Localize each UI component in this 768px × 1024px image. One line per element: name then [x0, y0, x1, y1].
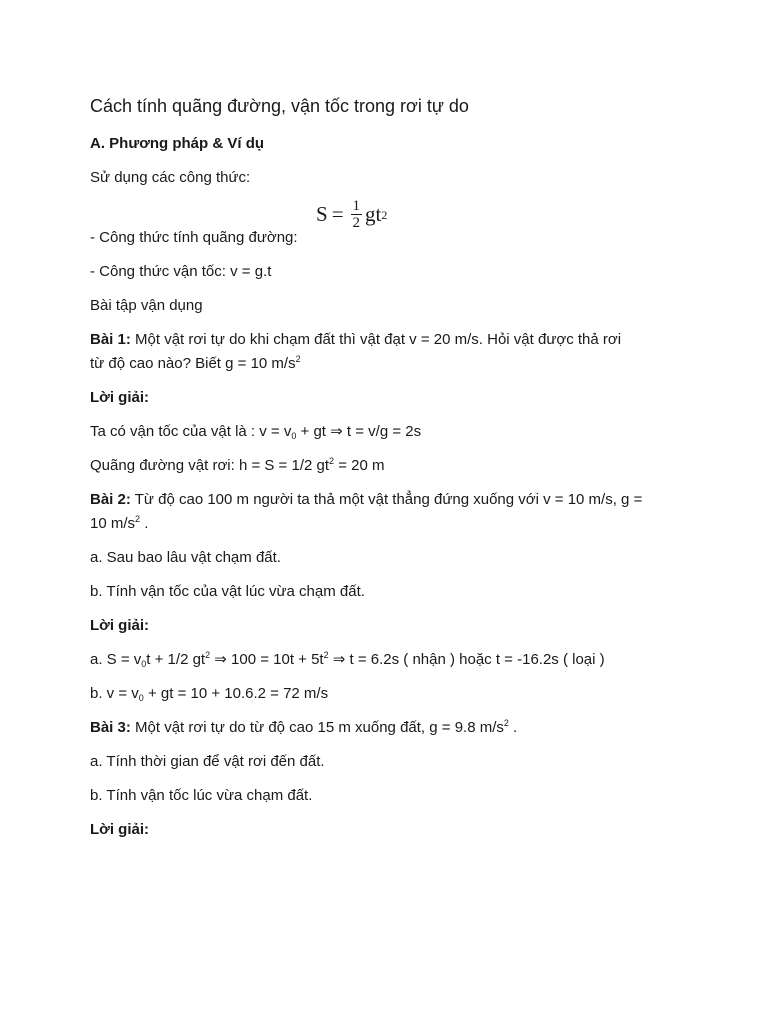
- solution-label-3: Lời giải:: [90, 821, 149, 838]
- solution-2-a: a. $S = v_0t + 1/2$ $gt^2$ ⇒ $100 = 10t + 5t^2$ ⇒ t = 6.2s ( nhận ) hoặc t = -16.2s ( loại ): [90, 650, 605, 669]
- exercise-3: Bài 3: Một vật rơi tự do từ độ cao 15 m xuống đất, g = 9.8 $m/s^2$ .: [90, 718, 518, 736]
- page-title: Cách tính quãng đường, vận tốc trong rơi tự do: [90, 96, 469, 116]
- formula-fraction: $\frac{1}{2}$: [352, 198, 361, 231]
- exercise-2-line1: Bài 2: Từ độ cao 100 m người ta thả một vật thẳng đứng xuống với v = 10 m/s, g =: [90, 491, 643, 508]
- solution-label-2: Lời giải:: [90, 617, 149, 634]
- formula-velocity: - Công thức vận tốc: v = g.t: [90, 263, 272, 280]
- exercise-1-line2: từ độ cao nào? Biết g = 10 $m/s^2$: [90, 354, 301, 372]
- intro-text: Sử dụng các công thức:: [90, 169, 251, 186]
- distance-formula: S = $\frac{1}{2}$ gt 2: [316, 198, 388, 231]
- exercise-3-question-a: a. Tính thời gian để vật rơi đến đất.: [90, 753, 325, 770]
- solution-label-1: Lời giải:: [90, 389, 149, 406]
- exercise-2-line2: 10 $m/s^2$ .: [90, 514, 149, 532]
- solution-1-step2: Quãng đường vật rơi: h = S = 1/2 $gt^2 = 20$ m: [90, 456, 385, 474]
- exercise-3-question-b: b. Tính vận tốc lúc vừa chạm đất.: [90, 787, 313, 804]
- exercise-2-question-a: a. Sau bao lâu vật chạm đất.: [90, 549, 281, 566]
- solution-1-step1: Ta có vận tốc của vật là : $v = v_0$ + gt ⇒ t = v/g = 2s: [90, 423, 422, 441]
- exercise-1-line1: Bài 1: Một vật rơi tự do khi chạm đất thì vật đạt v = 20 m/s. Hỏi vật được thả rơi: [90, 331, 622, 348]
- solution-2-b: b. $v = v_0$ + gt = 10 + 10.6.2 = 72 m/s: [90, 685, 329, 703]
- exercise-2-question-b: b. Tính vận tốc của vật lúc vừa chạm đất.: [90, 583, 365, 600]
- exercises-heading: Bài tập vận dụng: [90, 297, 203, 314]
- formula-distance-label: - Công thức tính quãng đường:: [90, 229, 298, 246]
- section-heading: A. Phương pháp & Ví dụ: [90, 135, 265, 152]
